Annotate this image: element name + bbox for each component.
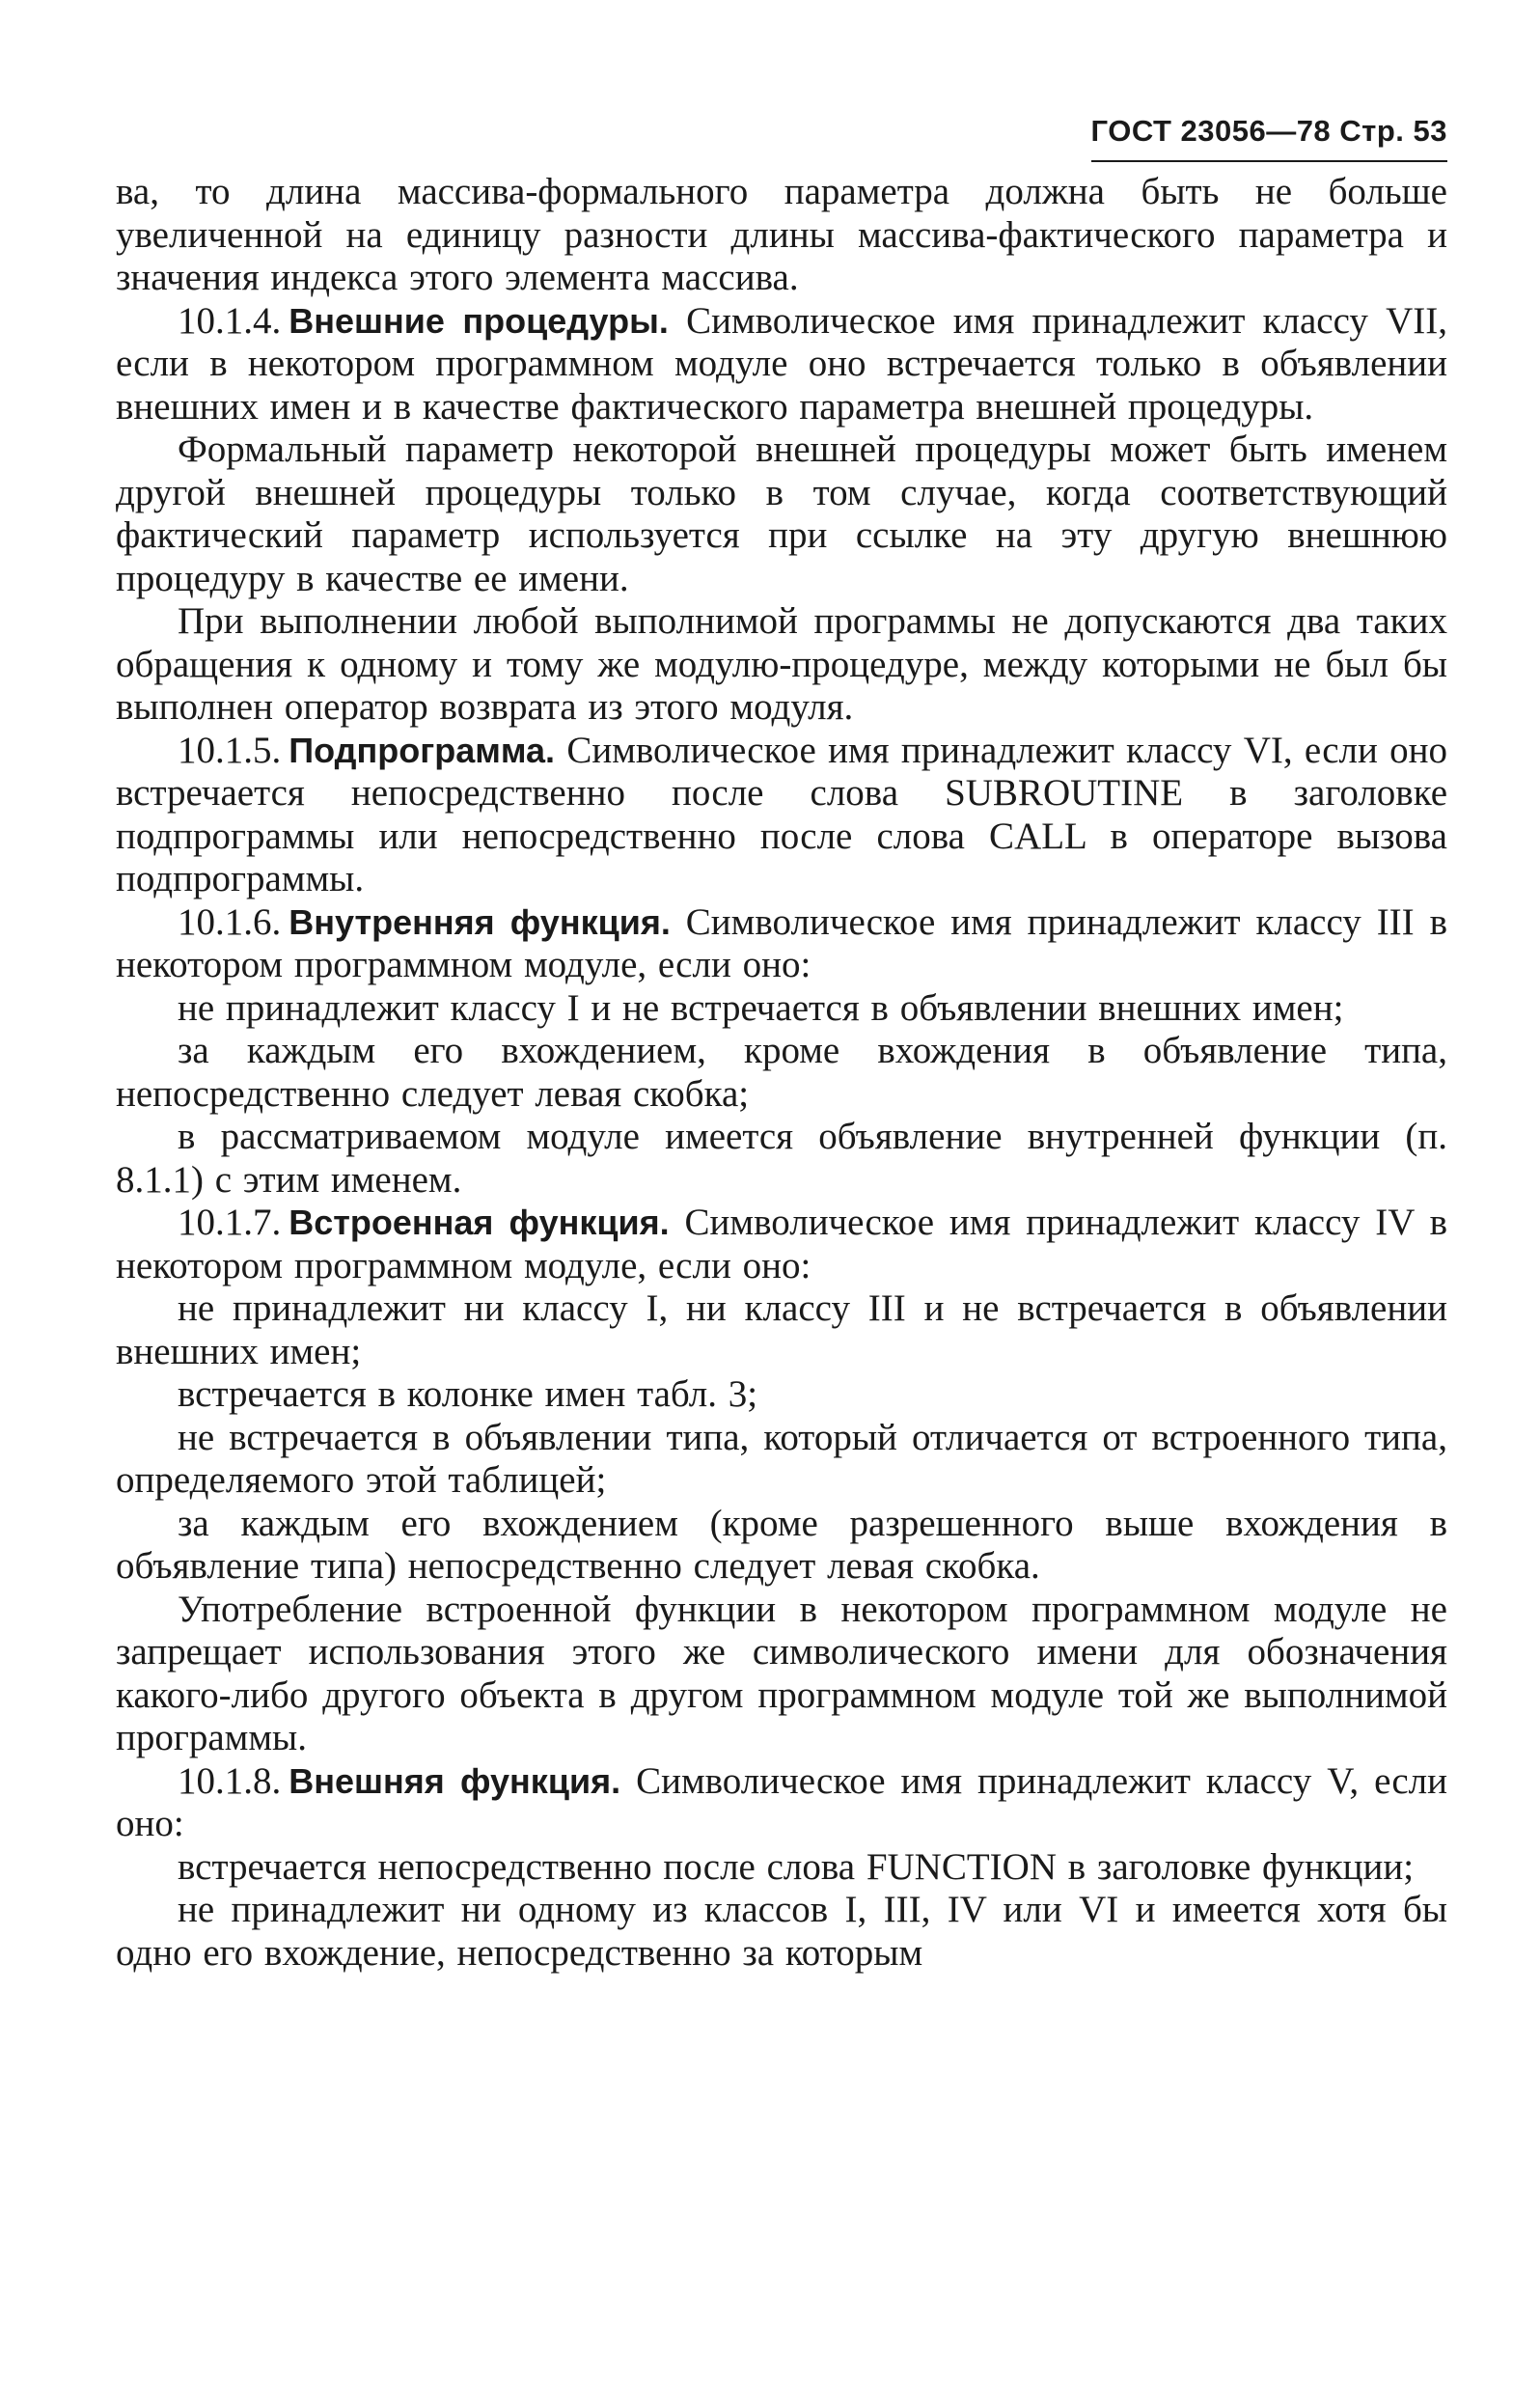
paragraph (116, 1373, 1447, 1417)
running-title: ГОСТ 23056—78 Стр. 53 (1091, 114, 1447, 162)
section-paragraph (116, 730, 1447, 901)
document-page (116, 114, 1447, 1975)
paragraph-text: не принадлежит ни классу I, ни классу III и не встречается в объявлении внешних имен; (116, 1287, 1447, 1372)
paragraph-text: Символическое имя принадлежит классу IV в некотором программном модуле, если оно: (116, 1202, 1448, 1286)
paragraph-text: Формальный параметр некоторой внешней процедуры может быть именем другой внешней процедуры только в том случае, когда соответствующий фактический параметр используется при ссылке на эту другую внешнюю процедуру в качестве ее имени. (116, 429, 1447, 599)
paragraph (116, 1030, 1447, 1116)
paragraph-text: за каждым его вхождением (кроме разрешенного выше вхождения в объявление типа) непосредственно следует левая скобка. (116, 1502, 1447, 1587)
paragraph-text: не принадлежит ни одному из классов I, III, IV или VI и имеется хотя бы одно его вхождение, непосредственно за которым (116, 1889, 1447, 1974)
section-title: Подпрограмма. (289, 730, 556, 770)
paragraph-text: в рассматриваемом модуле имеется объявление внутренней функции (п. 8.1.1) с этим именем. (116, 1116, 1447, 1201)
paragraph (116, 1116, 1447, 1202)
section-number: 10.1.8. (178, 1759, 282, 1802)
paragraph (116, 1589, 1447, 1760)
section-title: Внешняя функция. (289, 1760, 621, 1801)
paragraph (116, 171, 1447, 300)
section-paragraph (116, 1760, 1447, 1846)
paragraph-text: встречается непосредственно после слова FUNCTION в заголовке функции; (178, 1845, 1415, 1888)
paragraph-text: не принадлежит классу I и не встречается в объявлении внешних имен; (178, 986, 1344, 1029)
paragraph (116, 1287, 1447, 1373)
paragraph-text: При выполнении любой выполнимой программы не допускаются два таких обращения к одному и тому же модулю-процедуре, между которыми не был бы выполнен оператор возврата из этого модуля. (116, 600, 1447, 728)
section-title: Внешние процедуры. (289, 300, 669, 341)
paragraph (116, 600, 1447, 730)
paragraph-text: Символическое имя принадлежит классу VII, если в некотором программном модуле оно встречается только в объявлении внешних имен и в качестве фактического параметра внешней процедуры. (116, 299, 1448, 428)
section-paragraph (116, 300, 1447, 429)
paragraph-text: встречается в колонке имен табл. 3; (178, 1373, 758, 1415)
paragraph-text: за каждым его вхождением, кроме вхождения в объявление типа, непосредственно следует левая скобка; (116, 1030, 1447, 1115)
paragraph-text: ва, то длина массива-формального параметра должна быть не больше увеличенной на единицу разности длины массива-фактического параметра и значения индекса этого элемента массива. (116, 171, 1447, 298)
paragraph (116, 1889, 1447, 1975)
section-number: 10.1.5. (178, 729, 282, 771)
paragraph-text: Символическое имя принадлежит классу V, если оно: (116, 1759, 1448, 1844)
paragraph (116, 1846, 1447, 1890)
page-header (116, 114, 1447, 162)
paragraph-text: Символическое имя принадлежит классу VI, если оно встречается непосредственно после слова SUBROUTINE в заголовке подпрограммы или непосредственно после слова CALL в операторе вызова подпрограммы. (116, 729, 1447, 899)
section-number: 10.1.4. (178, 299, 282, 342)
section-title: Внутренняя функция. (289, 901, 671, 942)
paragraph (116, 429, 1447, 600)
section-number: 10.1.7. (178, 1202, 282, 1243)
paragraph-text: Употребление встроенной функции в некотором программном модуле не запрещает использования этого же символического имени для обозначения какого-либо другого объекта в другом программном модуле той же выполнимой программы. (116, 1588, 1447, 1758)
section-number: 10.1.6. (178, 900, 282, 943)
paragraph-text: не встречается в объявлении типа, который отличается от встроенного типа, определяемого этой таблицей; (116, 1416, 1447, 1501)
section-paragraph (116, 901, 1447, 987)
paragraph (116, 1417, 1447, 1503)
document-body (116, 171, 1447, 1975)
paragraph (116, 1503, 1447, 1589)
section-title: Встроенная функция. (289, 1203, 670, 1242)
paragraph-text: Символическое имя принадлежит классу III в некотором программном модуле, если оно: (116, 900, 1447, 985)
paragraph (116, 987, 1447, 1031)
section-paragraph (116, 1202, 1447, 1287)
